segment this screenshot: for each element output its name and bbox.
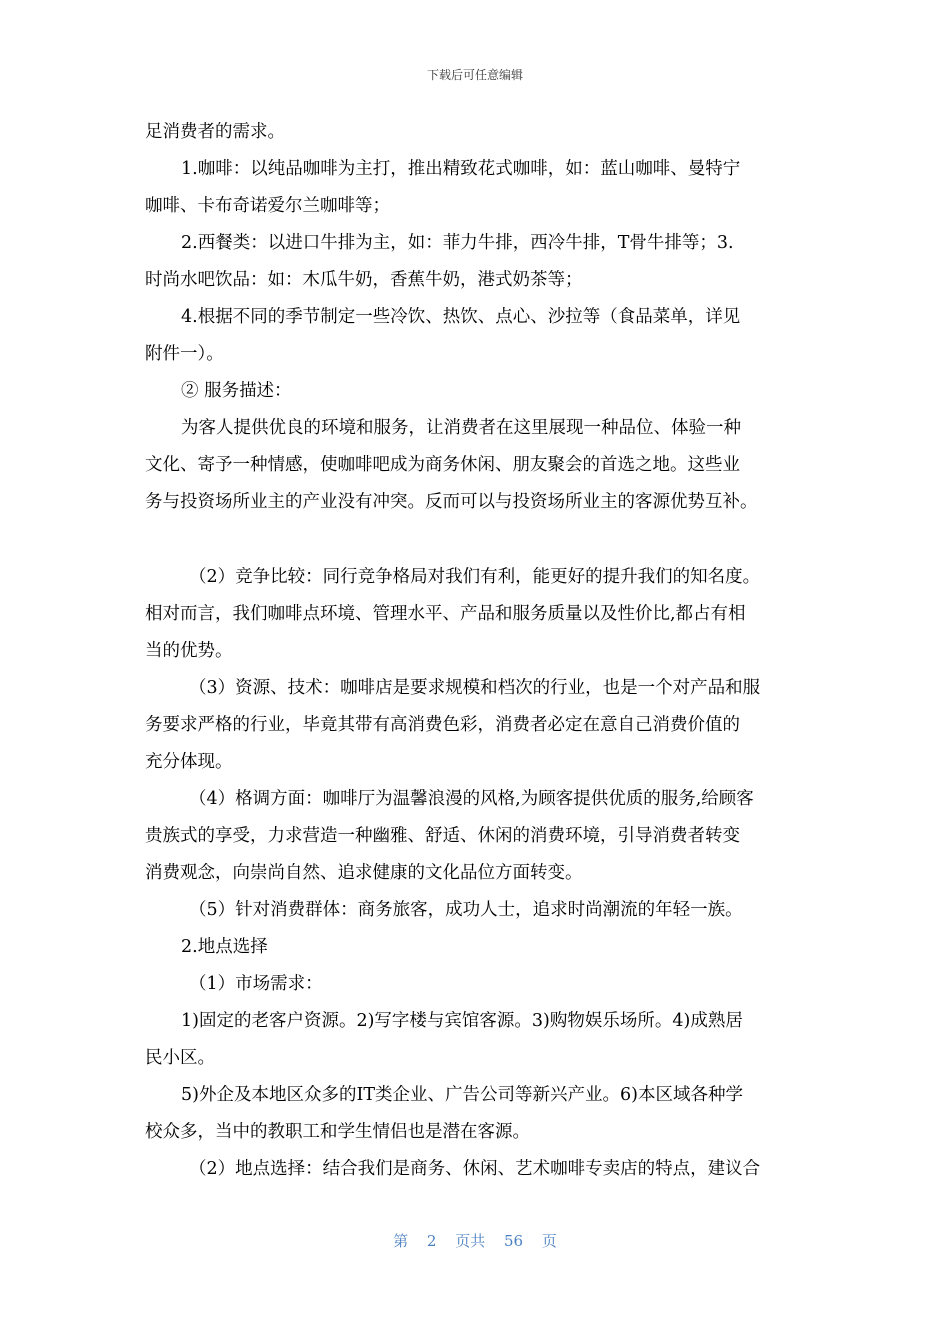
body-line: 1)固定的老客户资源。2)写字楼与宾馆客源。3)购物娱乐场所。4)成熟居 [181, 1011, 743, 1031]
body-line: 当的优势。 [145, 641, 233, 661]
body-line: 附件一）。 [145, 344, 224, 364]
body-line: （2）地点选择：结合我们是商务、休闲、艺术咖啡专卖店的特点，建议合 [189, 1159, 761, 1179]
body-line: 消费观念，向崇尚自然、追求健康的文化品位方面转变。 [145, 863, 583, 883]
document-body [145, 114, 809, 1188]
subsection-heading: （1）市场需求： [189, 974, 323, 994]
body-line: 为客人提供优良的环境和服务，让消费者在这里展现一种品位、体验一种 [181, 418, 741, 438]
section-heading: ② 服务描述： [181, 381, 292, 401]
page-footer: 第 2 页共 56 页 [393, 1232, 557, 1250]
body-line: 相对而言，我们咖啡点环境、管理水平、产品和服务质量以及性价比,都占有相 [145, 604, 746, 624]
body-line: 4.根据不同的季节制定一些冷饮、热饮、点心、沙拉等（食品菜单，详见 [181, 307, 741, 327]
body-line: 务与投资场所业主的产业没有冲突。反而可以与投资场所业主的客源优势互补。 [145, 492, 758, 512]
body-line: （2）竞争比较：同行竞争格局对我们有利，能更好的提升我们的知名度。 [189, 567, 761, 587]
body-line: （3）资源、技术：咖啡店是要求规模和档次的行业，也是一个对产品和服 [189, 678, 761, 698]
paragraph-gap [145, 521, 809, 559]
body-line: 贵族式的享受，力求营造一种幽雅、舒适、休闲的消费环境，引导消费者转变 [145, 826, 740, 846]
body-line: 2.西餐类：以进口牛排为主，如：菲力牛排，西冷牛排，T骨牛排等；3. [181, 233, 734, 253]
body-line: 充分体现。 [145, 752, 233, 772]
body-line: （5）针对消费群体：商务旅客，成功人士，追求时尚潮流的年轻一族。 [189, 900, 743, 920]
body-line: 5)外企及本地区众多的IT类企业、广告公司等新兴产业。6)本区域各种学 [181, 1085, 744, 1105]
section-heading: 2.地点选择 [181, 937, 268, 957]
body-line: 咖啡、卡布奇诺爱尔兰咖啡等； [145, 196, 390, 216]
body-line: 时尚水吧饮品：如：木瓜牛奶，香蕉牛奶，港式奶茶等； [145, 270, 583, 290]
body-line: 校众多，当中的教职工和学生情侣也是潜在客源。 [145, 1122, 530, 1142]
body-line: 文化、寄予一种情感，使咖啡吧成为商务休闲、朋友聚会的首选之地。这些业 [145, 455, 740, 475]
page-header: 下载后可任意编辑 [426, 68, 523, 82]
body-line: 1.咖啡：以纯品咖啡为主打，推出精致花式咖啡，如：蓝山咖啡、曼特宁 [181, 159, 741, 179]
body-line: 足消费者的需求。 [145, 122, 285, 142]
body-line: 民小区。 [145, 1048, 215, 1068]
body-line: （4）格调方面：咖啡厅为温馨浪漫的风格,为顾客提供优质的服务,给顾客 [189, 789, 754, 809]
body-line: 务要求严格的行业，毕竟其带有高消费色彩，消费者必定在意自己消费价值的 [145, 715, 740, 735]
